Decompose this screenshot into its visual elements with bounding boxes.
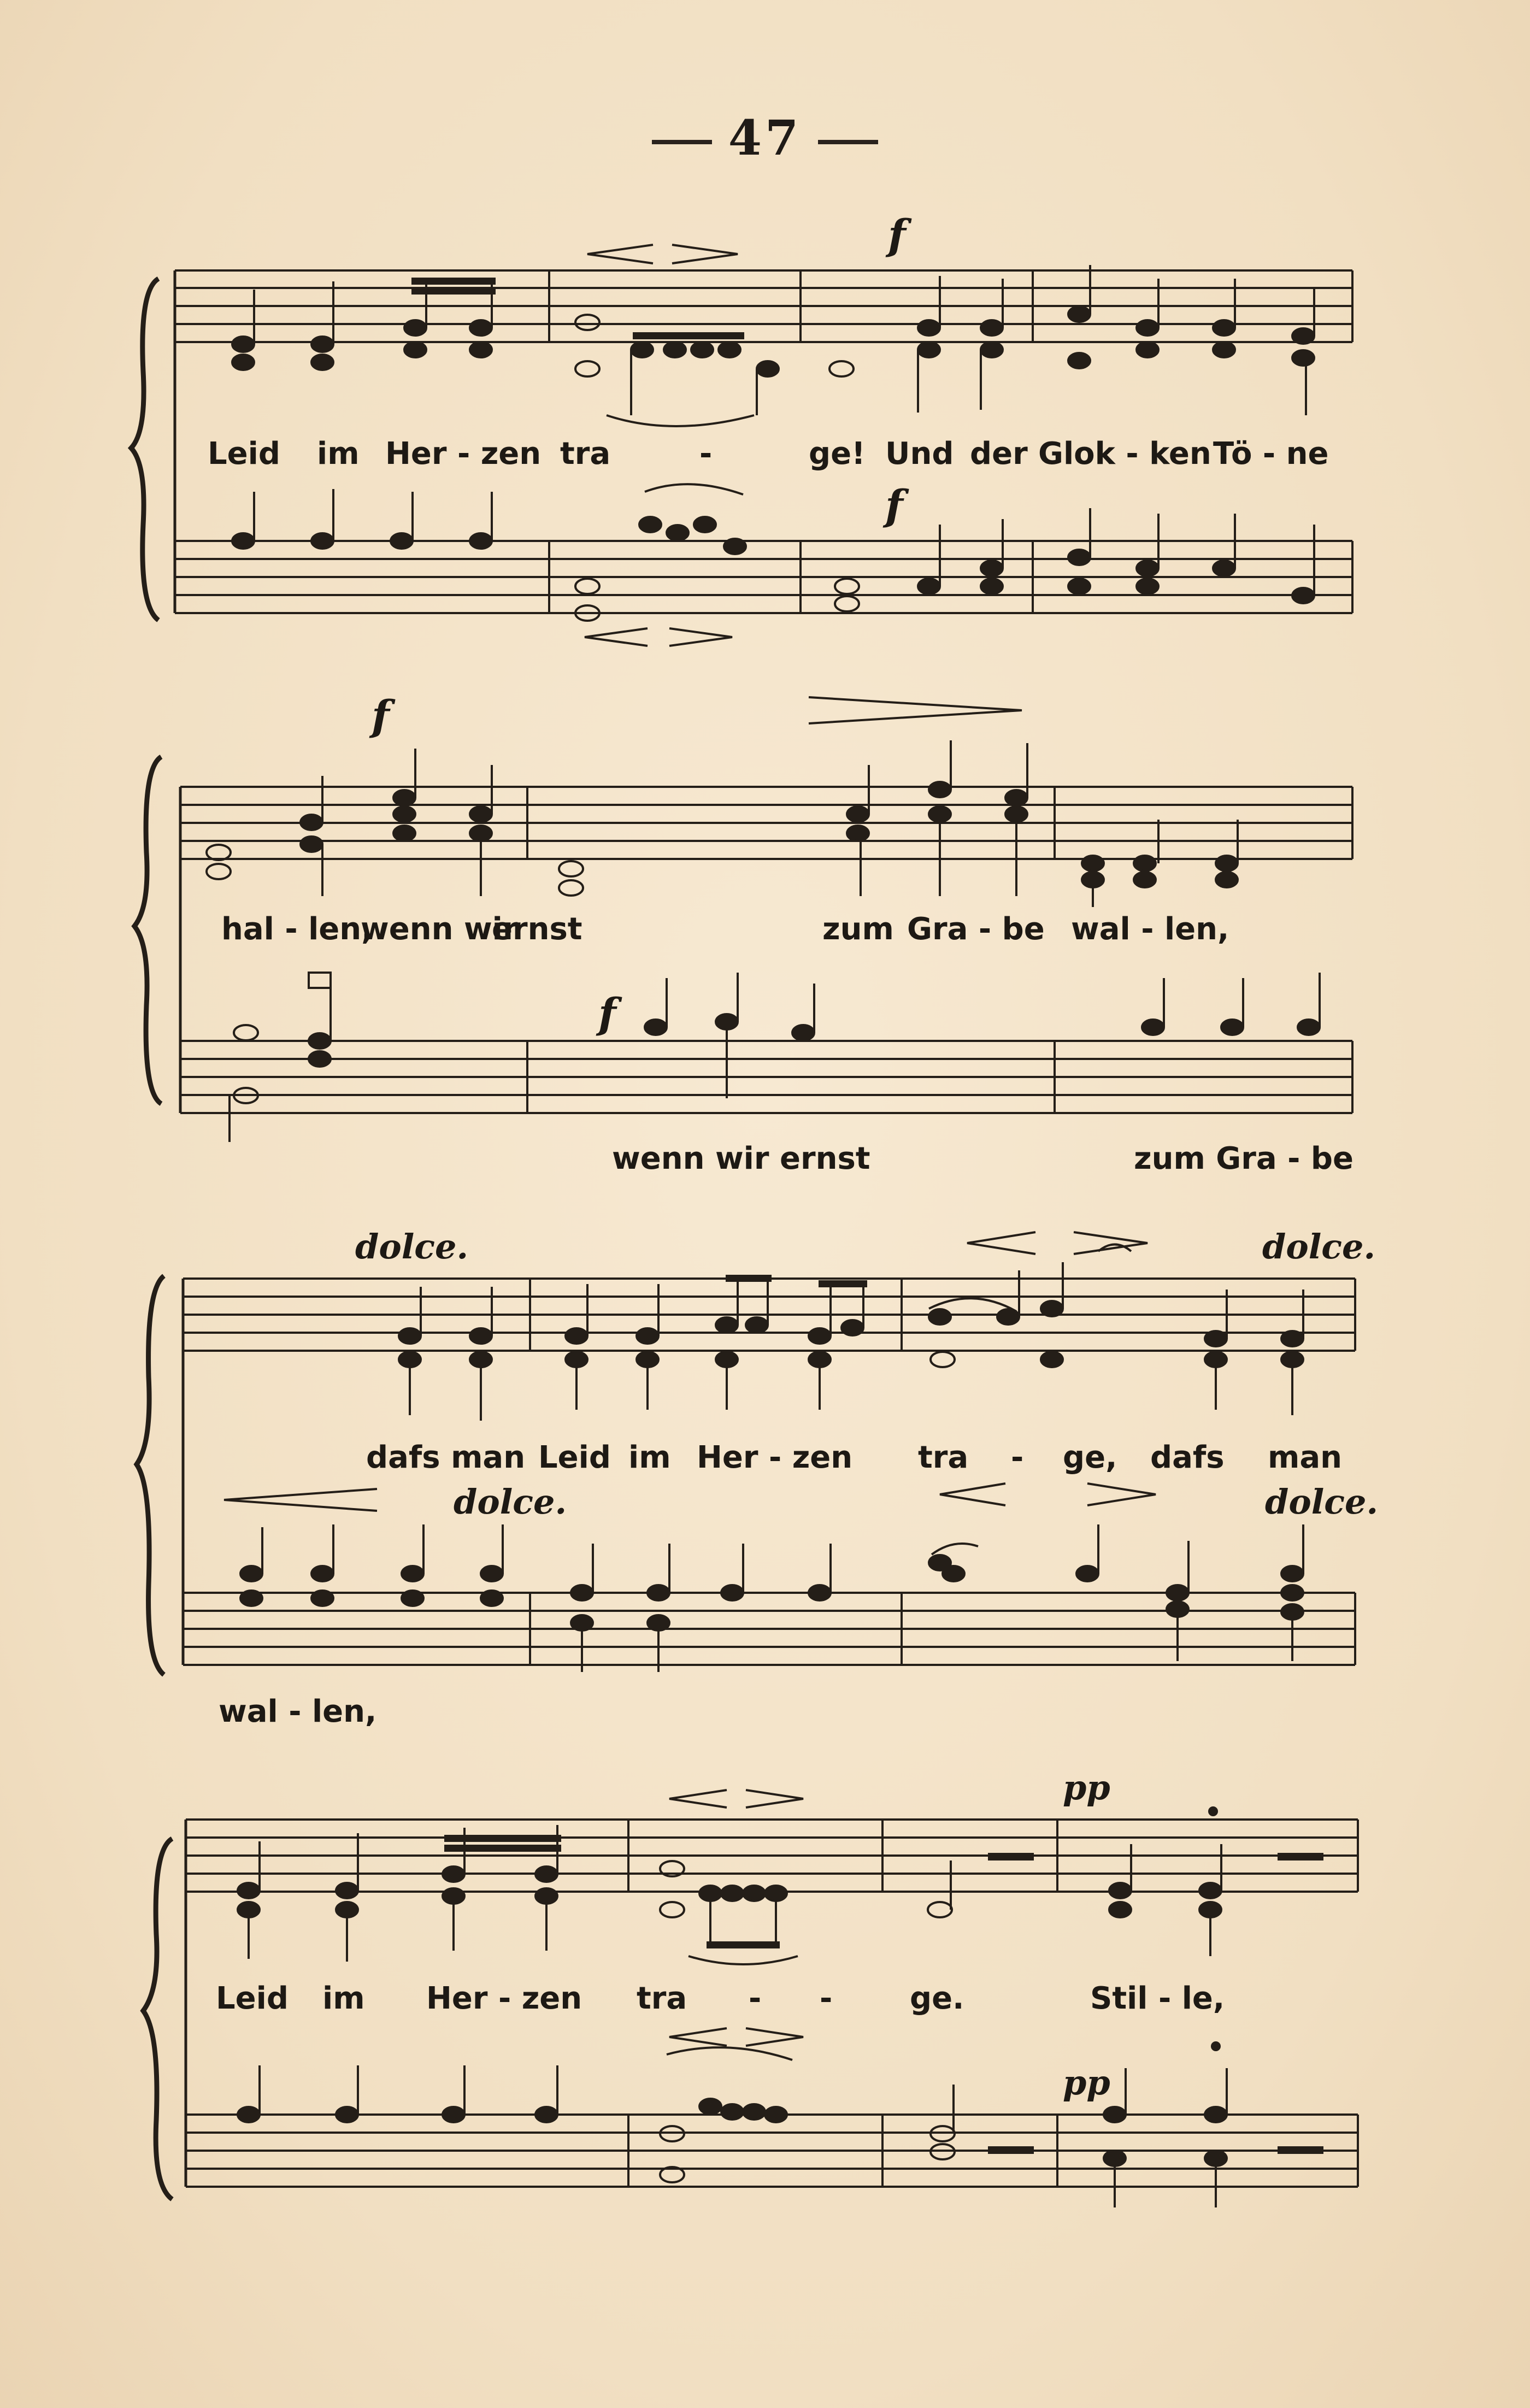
lyric-syllable: wenn wir — [361, 911, 518, 947]
page-number-text: 47 — [728, 109, 802, 166]
lyric-syllable: wal - len, — [1071, 911, 1229, 947]
system-3-lyrics — [0, 1440, 1530, 1489]
system-2-lyrics — [0, 911, 1530, 961]
dynamic-forte: f — [598, 989, 616, 1038]
system-1-lyrics — [0, 436, 1530, 485]
lyric-syllable: tra — [637, 1981, 687, 2016]
lyric-syllable: Her - zen — [385, 436, 542, 472]
lyric-syllable: Tö - ne — [1213, 436, 1329, 472]
dynamic-dolce: dolce. — [355, 1227, 469, 1267]
dynamic-dolce: dolce. — [454, 1482, 567, 1522]
lyric-syllable: Leid — [208, 436, 280, 472]
system-3-lower-lyrics — [0, 1694, 1530, 1743]
system-4-lower-staff — [186, 2115, 1358, 2187]
system-4-beams — [445, 1808, 1322, 1947]
lyric-syllable: ge! — [809, 436, 866, 472]
system-1-upper-staff — [175, 270, 1352, 342]
lyric-syllable: ernst — [492, 911, 582, 947]
lyric-syllable: ge, — [1063, 1440, 1117, 1475]
system-1-lower-staff — [175, 541, 1352, 613]
system-3-upper-open-notes — [931, 1352, 955, 1367]
lyric-syllable: ge. — [910, 1981, 964, 2016]
system-2-lower-stems — [229, 973, 1320, 1142]
lyric-syllable: im — [317, 436, 360, 472]
lyric-syllable: hal - len, — [221, 911, 373, 947]
dynamic-pianissimo: pp — [1063, 2063, 1110, 2103]
lyric-syllable: Stil - le, — [1090, 1981, 1225, 2016]
dynamic-pianissimo: pp — [1063, 1768, 1110, 1808]
system-3-upper-notes — [399, 1301, 1303, 1367]
lyric-syllable: der — [970, 436, 1028, 472]
lyric-syllable: dafs — [1150, 1440, 1225, 1475]
system-3-upper-staff — [183, 1279, 1355, 1351]
lyric-syllable: wal - len, — [219, 1694, 377, 1729]
lyric-syllable: im — [628, 1440, 671, 1475]
lyric-syllable: Her - zen — [697, 1440, 853, 1475]
lyric-syllable: - — [1011, 1440, 1024, 1475]
lyric-syllable: Gra - be — [907, 911, 1045, 947]
dynamic-forte: f — [888, 210, 906, 259]
system-2-lower-lyrics — [0, 1141, 1530, 1190]
lyric-syllable: wenn wir ernst — [612, 1141, 870, 1176]
system-3-beams — [727, 1276, 866, 1286]
lyric-syllable: im — [322, 1981, 365, 2016]
lyric-syllable: - — [699, 436, 713, 472]
lyric-syllable: zum — [822, 911, 894, 947]
dynamic-forte: f — [885, 481, 903, 529]
lyric-syllable: Und — [885, 436, 954, 472]
system-4-lower-open-notes — [660, 2126, 955, 2182]
lyric-syllable: man — [1268, 1440, 1343, 1475]
system-2-lower-staff — [180, 1041, 1352, 1113]
lyric-syllable: - — [820, 1981, 833, 2016]
system-4-lyrics — [0, 1981, 1530, 2030]
system-4-lower-rests — [989, 2042, 1322, 2153]
system-1-lower-open-notes — [575, 579, 859, 621]
lyric-syllable: Leid — [538, 1440, 611, 1475]
dynamic-dolce: dolce. — [1265, 1482, 1379, 1522]
lyric-syllable: tra — [918, 1440, 969, 1475]
system-2-upper-notes — [301, 782, 1238, 887]
dynamic-dolce: dolce. — [1262, 1227, 1376, 1267]
lyric-syllable: dafs man — [366, 1440, 526, 1475]
lyric-syllable: zum Gra - be — [1134, 1141, 1354, 1176]
lyric-syllable: - — [749, 1981, 762, 2016]
lyric-syllable: Glok - ken — [1038, 436, 1211, 472]
dynamic-forte: f — [372, 691, 390, 740]
system-2-upper-staff — [180, 787, 1352, 859]
system-4-upper-staff — [186, 1820, 1358, 1892]
lyric-syllable: Her - zen — [426, 1981, 582, 2016]
lyric-syllable: Leid — [216, 1981, 289, 2016]
lyric-syllable: tra — [560, 436, 611, 472]
